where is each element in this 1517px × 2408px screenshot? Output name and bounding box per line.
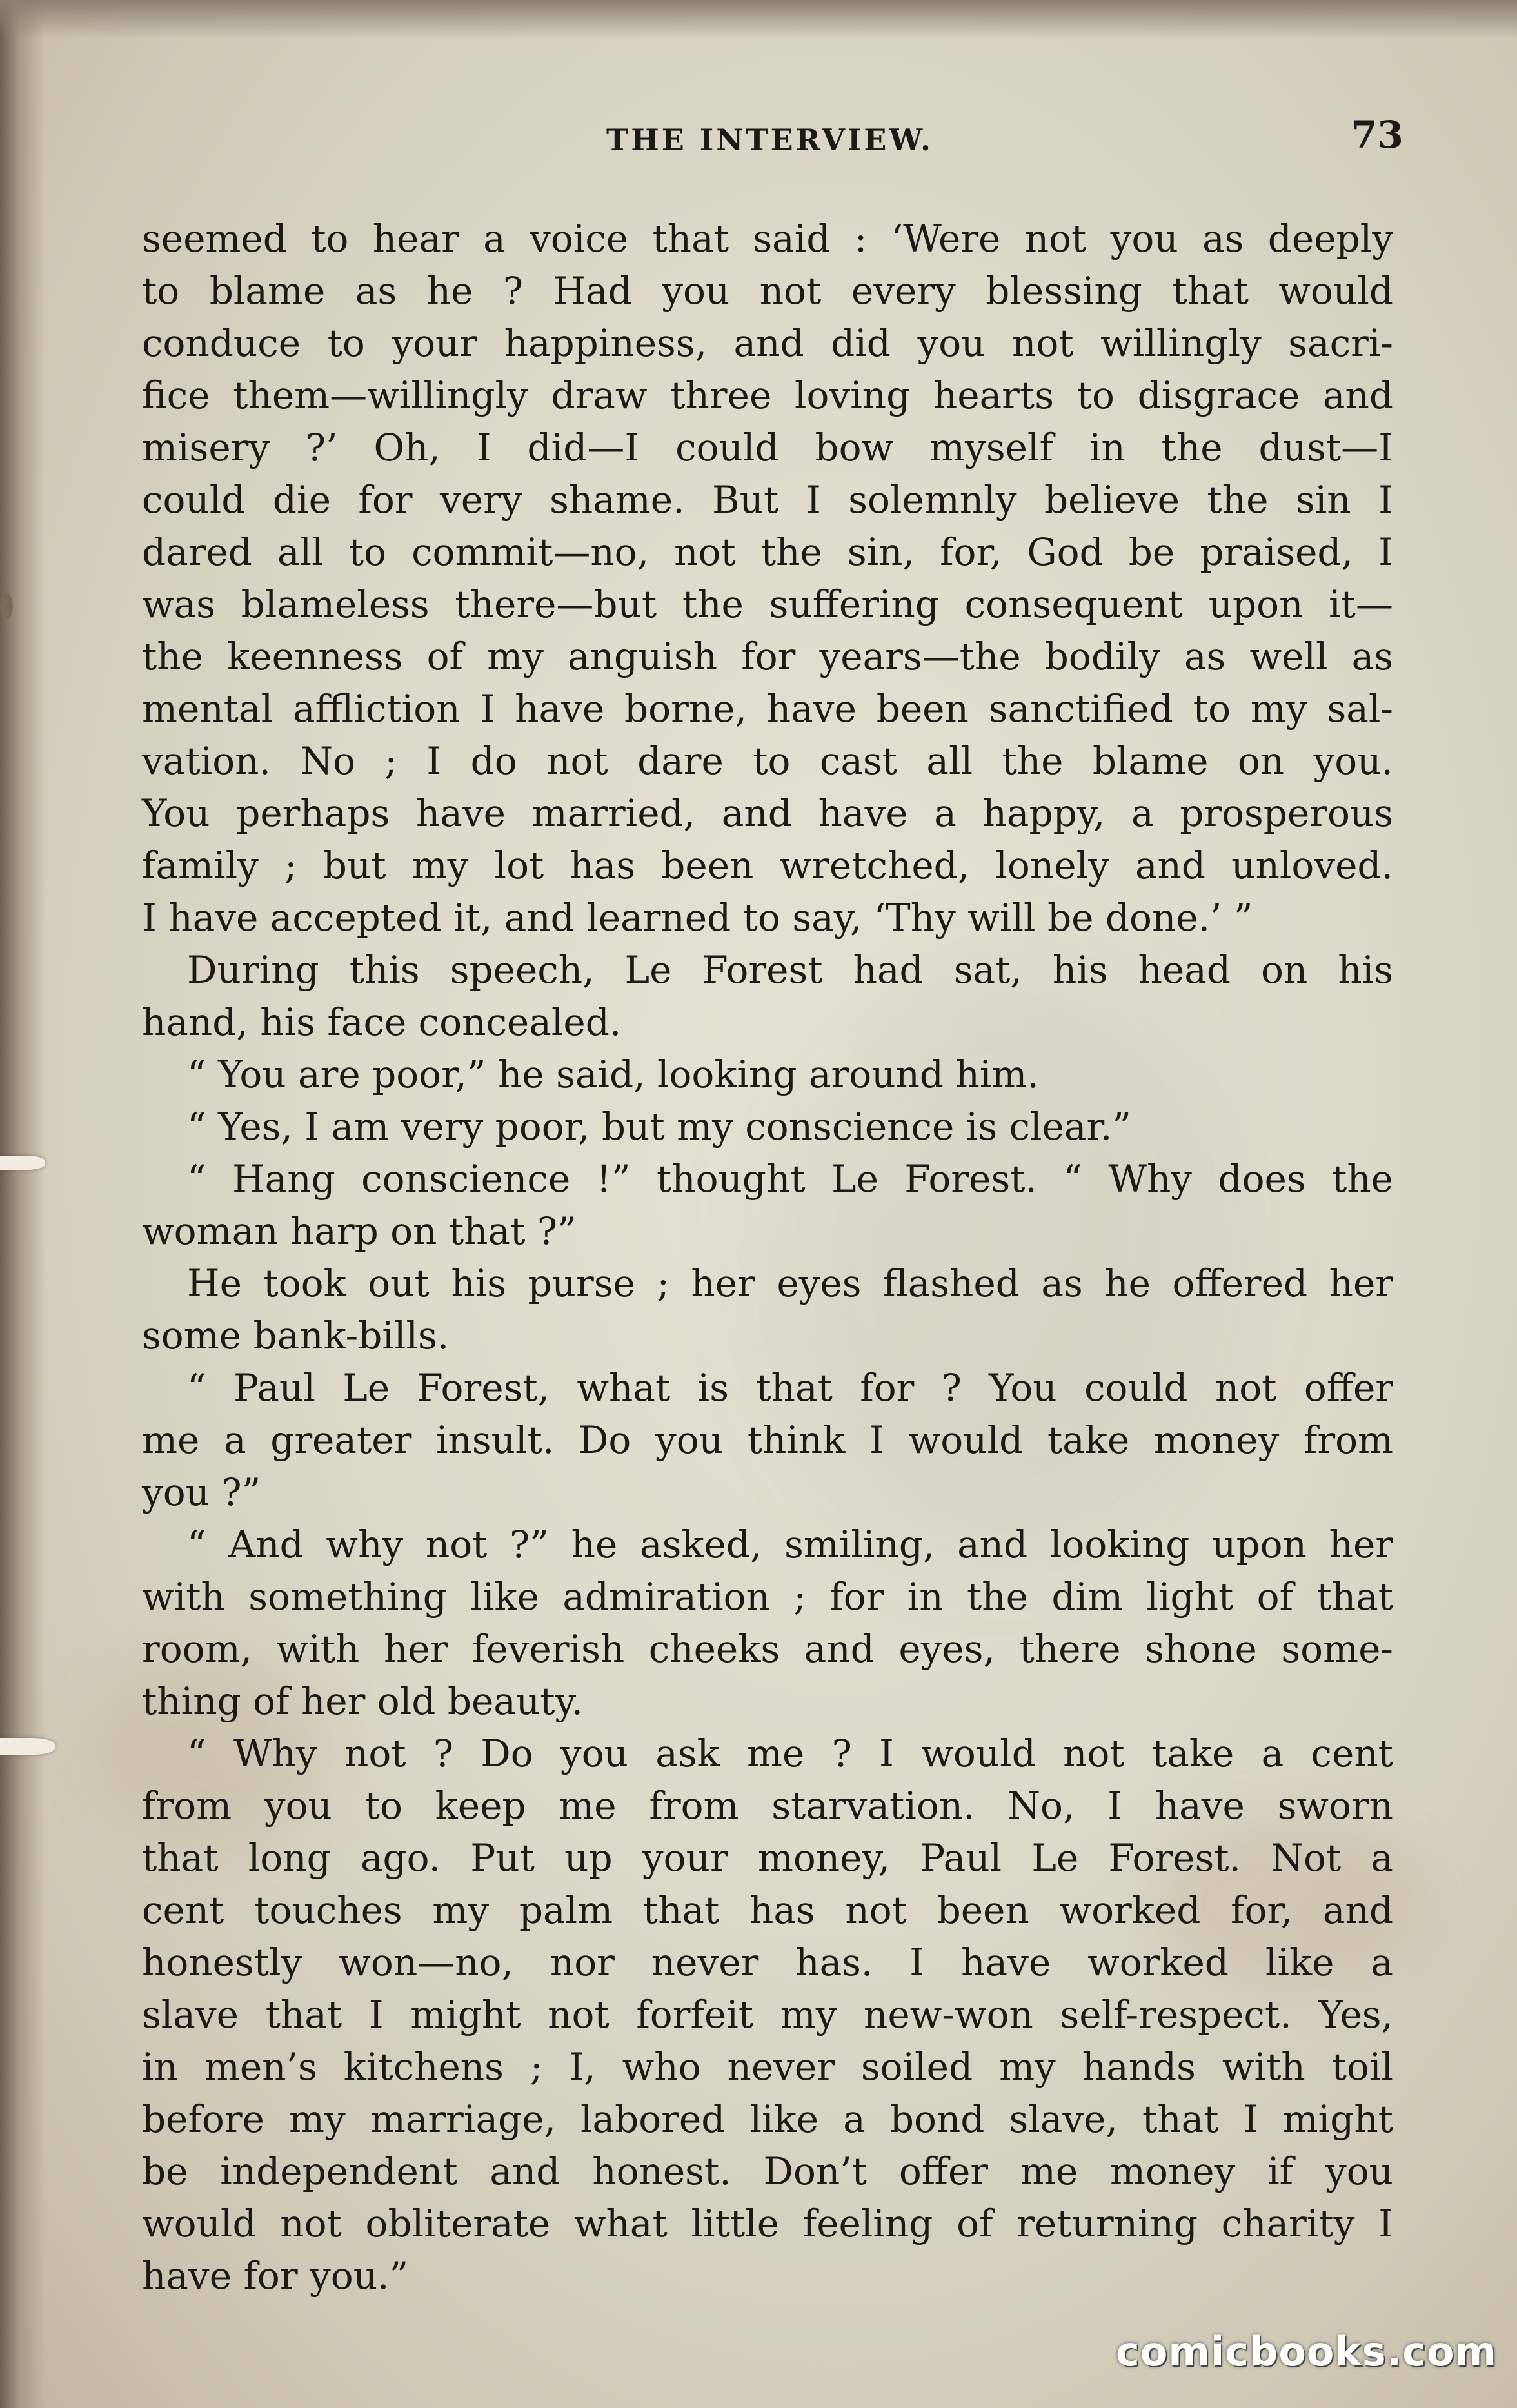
text-line: fice them—willingly draw three loving hearts to disgrace and (142, 373, 1393, 417)
text-line: “ And why not ?” he asked, smiling, and looking upon her (187, 1523, 1393, 1566)
text-line: could die for very shame. But I solemnly believe the sin I (142, 478, 1393, 522)
text-line: slave that I might not forfeit my new-won self-respect. Yes, (142, 1993, 1393, 2037)
text-line: You perhaps have married, and have a happy, a prosperous (142, 791, 1393, 835)
text-line: “ Yes, I am very poor, but my conscience is clear.” (187, 1105, 1131, 1149)
text-line: “ Hang conscience !” thought Le Forest. “ Why does the (187, 1157, 1393, 1201)
text-line: family ; but my lot has been wretched, lonely and unloved. (142, 844, 1393, 887)
text-line: During this speech, Le Forest had sat, his head on his (187, 948, 1393, 992)
text-line: seemed to hear a voice that said : ‘Were not you as deeply (142, 217, 1393, 261)
text-line: honestly won—no, nor never has. I have worked like a (142, 1940, 1393, 1984)
text-line: that long ago. Put up your money, Paul Le Forest. Not a (142, 1836, 1393, 1880)
watermark: comicbooks.com (1116, 2328, 1498, 2375)
text-line: have for you.” (142, 2254, 409, 2298)
text-line: be independent and honest. Don’t offer me money if you (142, 2149, 1393, 2193)
page-left-edge (0, 0, 45, 2408)
text-line: vation. No ; I do not dare to cast all the blame on you. (142, 739, 1393, 783)
page-damage-mark (0, 593, 13, 619)
text-line: in men’s kitchens ; I, who never soiled my hands with toil (142, 2045, 1393, 2089)
text-line: was blameless there—but the suffering consequent upon it— (142, 582, 1393, 626)
text-line: you ?” (142, 1470, 261, 1514)
text-line: from you to keep me from starvation. No, I have sworn (142, 1784, 1393, 1828)
text-line: mental affliction I have borne, have been sanctified to my sal- (142, 687, 1393, 731)
text-line: He took out his purse ; her eyes flashed as he offered her (187, 1261, 1393, 1305)
text-line: “ Paul Le Forest, what is that for ? You could not offer (187, 1366, 1393, 1410)
text-line: me a greater insult. Do you think I would take money from (142, 1418, 1393, 1462)
text-line: room, with her feverish cheeks and eyes, there shone some- (142, 1627, 1393, 1671)
running-head: THE INTERVIEW. (606, 123, 933, 157)
text-line: before my marriage, labored like a bond slave, that I might (142, 2097, 1393, 2141)
text-line: to blame as he ? Had you not every blessing that would (142, 269, 1393, 313)
text-line: some bank-bills. (142, 1314, 450, 1357)
text-line: dared all to commit—no, not the sin, for, God be praised, I (142, 530, 1393, 574)
text-line: would not obliterate what little feeling of returning charity I (142, 2202, 1393, 2245)
text-line: “ You are poor,” he said, looking around him. (187, 1052, 1039, 1096)
page-number: 73 (1351, 113, 1403, 157)
text-line: woman harp on that ?” (142, 1209, 577, 1253)
page-damage-mark (0, 1156, 45, 1170)
text-line: I have accepted it, and learned to say, ‘Thy will be done.’ ” (142, 896, 1253, 940)
text-line: misery ?’ Oh, I did—I could bow myself in the dust—I (142, 426, 1393, 469)
text-line: “ Why not ? Do you ask me ? I would not take a cent (187, 1732, 1393, 1775)
text-line: conduce to your happiness, and did you not willingly sacri- (142, 321, 1393, 365)
text-line: the keenness of my anguish for years—the bodily as well as (142, 635, 1393, 678)
text-line: hand, his face concealed. (142, 1000, 622, 1044)
body-text (142, 213, 1393, 2302)
text-line: thing of her old beauty. (142, 1679, 584, 1723)
page-top-edge (0, 0, 1517, 39)
page-damage-mark (0, 1738, 55, 1755)
text-line: cent touches my palm that has not been worked for, and (142, 1888, 1393, 1932)
text-line: with something like admiration ; for in the dim light of that (142, 1575, 1393, 1619)
